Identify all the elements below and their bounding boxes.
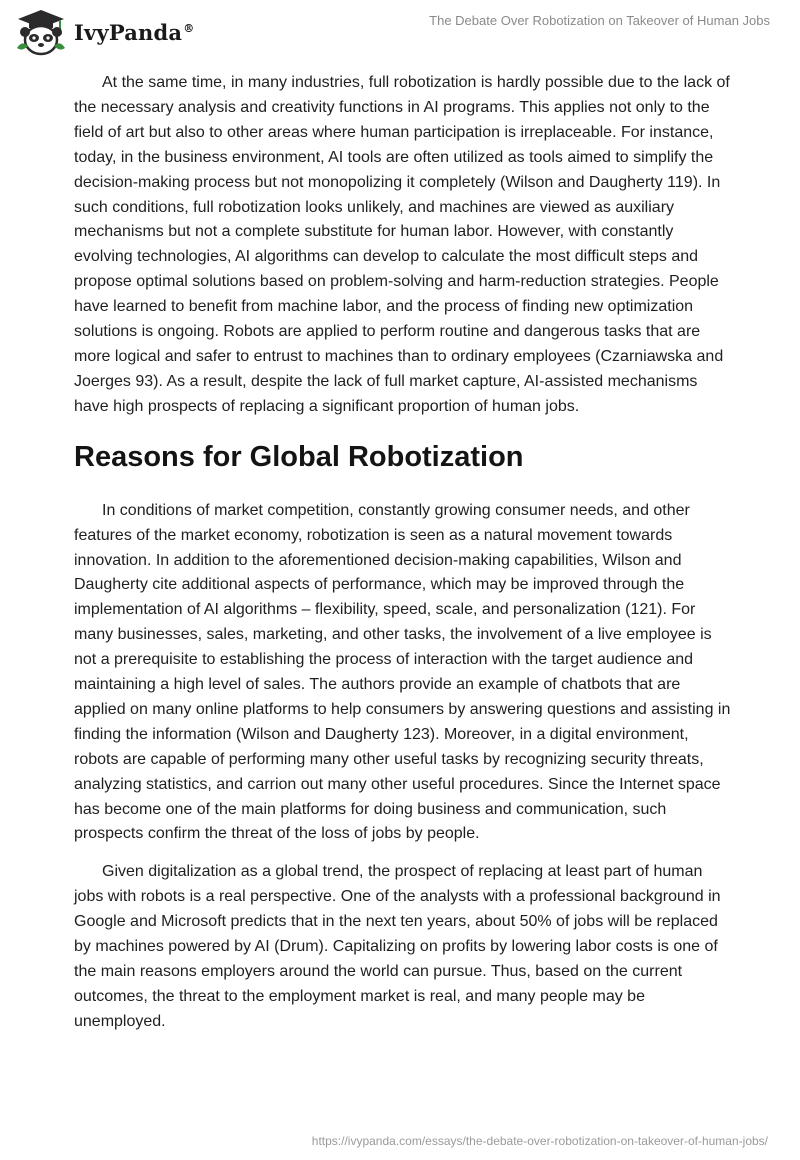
panda-logo-icon — [14, 8, 68, 56]
document-title: The Debate Over Robotization on Takeover of Human Jobs — [429, 13, 770, 28]
essay-body — [74, 71, 734, 1048]
brand-logo[interactable] — [14, 8, 194, 56]
registered-mark: ® — [183, 21, 195, 35]
brand-name: IvyPanda® — [74, 19, 195, 45]
section-heading: Reasons for Global Robotization — [74, 440, 524, 473]
paragraph: In conditions of market competition, constantly growing consumer needs, and other features of the market economy, robotization is seen as a natural movement towards innovation. In addition to the aforementioned decision-making capabilities, Wilson and Daugherty cite additional aspects of performance, which may be improved through the implementation of AI algorithms – flexibility, speed, scale, and personalization (121). For many businesses, sales, marketing, and other tasks, the involvement of a live employee is not a prerequisite to establishing the process of interaction with the target audience and maintaining a high level of sales. The authors provide an example of chatbots that are applied on many online platforms to help consumers by answering questions and assisting in finding the information (Wilson and Daugherty 123). Moreover, in a digital environment, robots are capable of performing many other useful tasks by recognizing security threats, analyzing statistics, and carrion out many other useful procedures. Since the Internet space has become one of the main platforms for doing business and communication, such prospects confirm the threat of the loss of jobs by people. — [74, 501, 731, 843]
page-header — [0, 0, 800, 70]
footer-url-link[interactable]: https://ivypanda.com/essays/the-debate-over-robotization-on-takeover-of-human-jobs/ — [311, 1134, 768, 1148]
paragraph: At the same time, in many industries, full robotization is hardly possible due to the lack of the necessary analysis and creativity functions in AI programs. This applies not only to the field of art but also to other areas where human participation is irreplaceable. For instance, today, in the business environment, AI tools are often utilized as tools aimed to simplify the decision-making process but not monopolizing it completely (Wilson and Daugherty 119). In such conditions, full robotization looks unlikely, and machines are viewed as auxiliary mechanisms but not a complete substitute for human labor. However, with constantly evolving technologies, AI algorithms can develop to calculate the most difficult steps and propose optimal solutions based on problem-solving and harm-reduction strategies. People have learned to benefit from machine labor, and the process of finding new optimization solutions is ongoing. Robots are applied to perform routine and dangerous tasks that are more logical and safer to entrust to machines than to ordinary employees (Czarniawska and Joerges 93). As a result, despite the lack of full market capture, AI-assisted mechanisms have high prospects of replacing a significant proportion of human jobs. — [74, 74, 730, 415]
paragraph: Given digitalization as a global trend, the prospect of replacing at least part of human jobs with robots is a real perspective. One of the analysts with a professional background in Google and Microsoft predicts that in the next ten years, about 50% of jobs will be replaced by machines powered by AI (Drum). Capitalizing on profits by lowering labor costs is one of the main reasons employers around the world can pursue. Thus, based on the current outcomes, the threat to the employment market is real, and many people may be unemployed. — [74, 863, 721, 1030]
